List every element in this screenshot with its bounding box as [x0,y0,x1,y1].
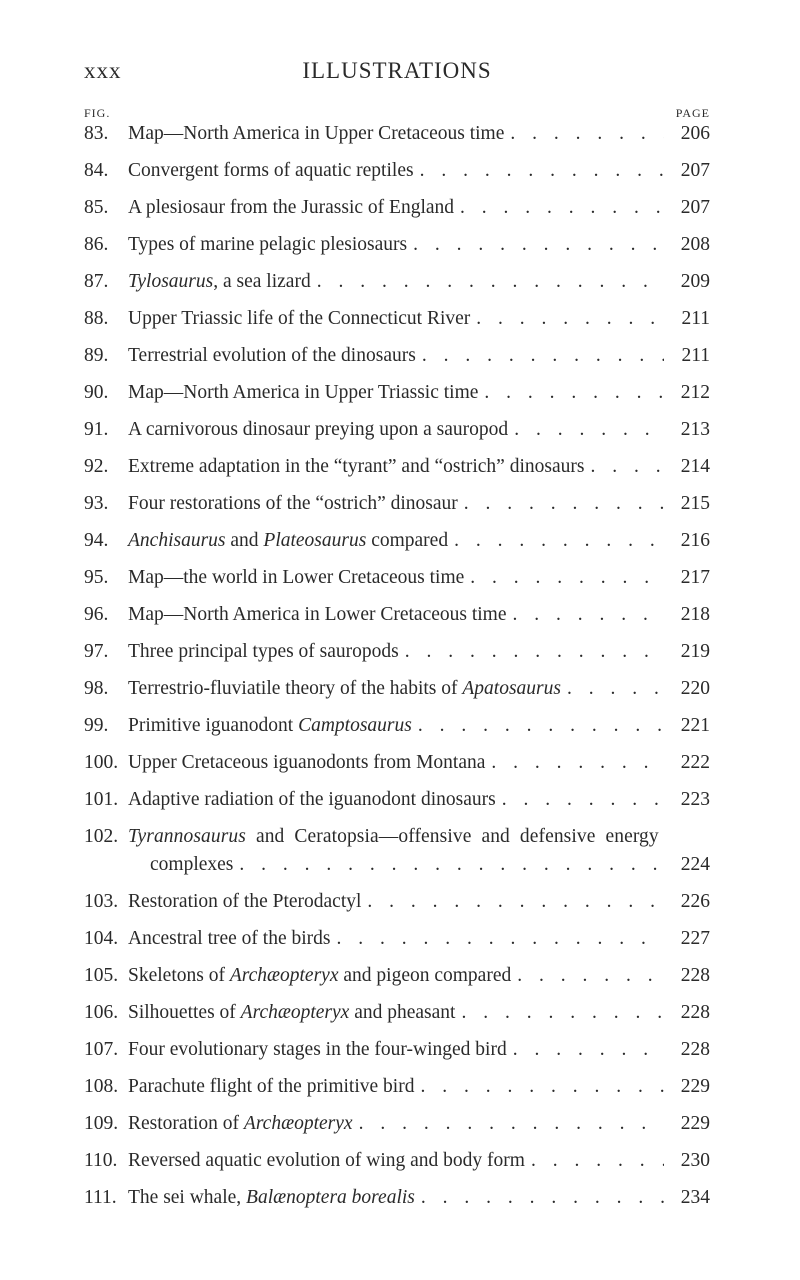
list-item [84,786,710,814]
fig-number: 97. [84,641,109,662]
page-ref: 229 [680,1076,710,1097]
list-item [84,925,710,953]
page-ref: 224 [680,854,710,875]
page-number: xxx [84,58,122,83]
dot-leader [361,888,664,916]
dot-leader [496,786,664,814]
entry-title-start: The sei whale, [128,1187,247,1208]
entry-title-italic: Camptosaurus [298,715,412,736]
entry-title-end: and pigeon compared [338,965,512,986]
fig-number: 100. [84,752,119,773]
page-ref: 229 [680,1113,710,1134]
entry-title: Map—North America in Upper Triassic time [128,382,479,403]
dot-leader [455,999,664,1027]
dot-leader [416,342,664,370]
entry-title-rest: , a sea lizard [213,271,311,292]
fig-number: 87. [84,271,109,292]
entry-title: Ancestral tree of the birds [128,928,331,949]
page-ref: 209 [680,271,710,292]
page-ref: 228 [680,965,710,986]
dot-leader [415,1184,664,1212]
dot-leader [414,1073,664,1101]
entry-title [128,268,311,296]
dot-leader [470,305,664,333]
entry-title-italic: Balænoptera borealis [246,1187,415,1208]
fig-number: 98. [84,678,109,699]
entry-title: A plesiosaur from the Jurassic of England [128,197,455,218]
entry-title-italic: Archæopteryx [229,965,339,986]
entry-title-start: Terrestrio-fluviatile theory of the habits of [128,678,463,699]
entry-title-start: Restoration of [128,1113,244,1134]
entry-title: Terrestrial evolution of the dinosaurs [128,345,416,366]
entry-title: Map—North America in Lower Cretaceous time [128,604,507,625]
fig-number: 84. [84,160,109,181]
entry-title-rest: compared [366,530,449,551]
page-ref: 212 [680,382,710,403]
entry-title-rest: and Ceratopsia—offensive and defensive energy [245,826,659,847]
dot-leader [448,527,664,555]
page-ref: 206 [680,123,710,144]
entry-title: Reversed aquatic evolution of wing and body form [128,1150,525,1171]
list-item [84,379,710,407]
entry-title-start: Silhouettes of [128,1002,241,1023]
list-item [84,999,710,1027]
entry-title: Upper Cretaceous iguanodonts from Montana [128,752,486,773]
dot-leader [485,749,664,777]
list-item [84,1036,710,1064]
list-item [84,1184,710,1212]
entry-title-italic: Tyrannosaurus [128,826,246,847]
dot-leader [331,925,664,953]
list-item [84,490,710,518]
list-item [84,638,710,666]
running-title: ILLUSTRATIONS [302,58,492,83]
list-item [84,527,710,555]
fig-number: 99. [84,715,109,736]
entry-title: Types of marine pelagic plesiosaurs [128,234,408,255]
list-item [84,601,710,629]
dot-leader [507,601,664,629]
running-header [84,54,710,94]
page-ref: 228 [680,1039,710,1060]
list-item [84,888,710,916]
entry-title: Restoration of the Pterodactyl [128,891,362,912]
page-ref: 207 [680,160,710,181]
fig-number: 104. [84,928,119,949]
fig-number: 92. [84,456,109,477]
dot-leader [311,268,664,296]
page-ref: 220 [680,678,710,699]
entry-title-start: Skeletons of [128,965,230,986]
entry-title: Upper Triassic life of the Connecticut River [128,308,471,329]
entry-title: Extreme adaptation in the “tyrant” and “ostrich” dinosaurs [128,456,585,477]
entry-title [128,999,455,1027]
entry-title [128,1110,353,1138]
fig-number: 85. [84,197,109,218]
dot-leader [399,638,664,666]
fig-number: 108. [84,1076,119,1097]
fig-number: 86. [84,234,109,255]
page-ref: 211 [681,308,710,329]
fig-number: 105. [84,965,119,986]
dot-leader [407,231,664,259]
fig-number: 90. [84,382,109,403]
entry-title-end: and pheasant [349,1002,456,1023]
list-item [84,194,710,222]
entry-title [128,1184,415,1212]
entry-title-italic: Apatosaurus [462,678,561,699]
page-ref: 221 [680,715,710,736]
list-item [84,1147,710,1175]
page-ref: 227 [680,928,710,949]
dot-leader [478,379,664,407]
list-item [84,823,710,879]
list-item [84,749,710,777]
list-item [84,712,710,740]
list-item [84,342,710,370]
page-ref: 216 [680,530,710,551]
page-ref: 215 [680,493,710,514]
page-ref: 219 [680,641,710,662]
dot-leader [584,453,664,481]
page-ref: 208 [680,234,710,255]
entry-title-italic: Archæopteryx [243,1113,353,1134]
entry-title [128,712,412,740]
entry-title [128,675,561,703]
dot-leader [561,675,664,703]
page-ref: 234 [680,1187,710,1208]
list-item [84,305,710,333]
entry-title-italic: Archæopteryx [240,1002,350,1023]
page-ref: 223 [680,789,710,810]
page-ref: 213 [680,419,710,440]
page-ref: 226 [680,891,710,912]
entry-title-italic: Tylosaurus [128,271,214,292]
fig-number: 110. [84,1150,118,1171]
fig-number: 95. [84,567,109,588]
dot-leader [233,851,664,879]
entry-title-continued: complexes [150,854,234,875]
fig-number: 94. [84,530,109,551]
entry-title-italic: Anchisaurus [128,530,226,551]
fig-number: 107. [84,1039,119,1060]
dot-leader [525,1147,664,1175]
page-ref: 228 [680,1002,710,1023]
fig-number: 102. [84,826,119,847]
list-item [84,1073,710,1101]
fig-number: 106. [84,1002,119,1023]
entry-title: Four restorations of the “ostrich” dinosaur [128,493,458,514]
dot-leader [458,490,664,518]
list-item [84,1110,710,1138]
list-item [84,962,710,990]
page-ref: 222 [680,752,710,773]
fig-number: 83. [84,123,109,144]
entry-title: Map—the world in Lower Cretaceous time [128,567,465,588]
fig-number: 96. [84,604,109,625]
page-ref: 230 [680,1150,710,1171]
dot-leader [353,1110,664,1138]
list-item [84,416,710,444]
page-ref: 211 [681,345,710,366]
list-item [84,231,710,259]
fig-number: 109. [84,1113,119,1134]
entry-title: Convergent forms of aquatic reptiles [128,160,414,181]
entry-title [128,962,511,990]
fig-number: 91. [84,419,109,440]
entry-title: Adaptive radiation of the iguanodont dinosaurs [128,789,496,810]
entry-title-italic-2: Plateosaurus [263,530,367,551]
fig-number: 111. [84,1187,117,1208]
entry-title: Four evolutionary stages in the four-winged bird [128,1039,507,1060]
fig-number: 88. [84,308,109,329]
list-item [84,268,710,296]
fig-number: 89. [84,345,109,366]
page-ref: 207 [680,197,710,218]
entry-title-start: Primitive iguanodont [128,715,299,736]
entry-title [128,527,448,555]
page-ref: 218 [680,604,710,625]
illustrations-list [84,120,710,1221]
list-item [84,675,710,703]
page-ref: 217 [680,567,710,588]
page-column-heading: PAGE [675,106,710,120]
entry-title: A carnivorous dinosaur preying upon a sauropod [128,419,509,440]
list-item [84,157,710,185]
dot-leader [507,1036,664,1064]
dot-leader [454,194,664,222]
entry-title: Three principal types of sauropods [128,641,399,662]
entry-title-mid: and [225,530,264,551]
dot-leader [508,416,664,444]
fig-number: 93. [84,493,109,514]
list-item [84,564,710,592]
fig-number: 101. [84,789,119,810]
list-item [84,120,710,148]
fig-column-heading: FIG. [84,106,111,120]
entry-title: Map—North America in Upper Cretaceous time [128,123,505,144]
fig-number: 103. [84,891,119,912]
dot-leader [464,564,664,592]
entry-title: Parachute flight of the primitive bird [128,1076,415,1097]
list-item [84,453,710,481]
dot-leader [511,962,664,990]
dot-leader [414,157,664,185]
dot-leader [412,712,664,740]
page-ref: 214 [680,456,710,477]
dot-leader [504,120,664,148]
